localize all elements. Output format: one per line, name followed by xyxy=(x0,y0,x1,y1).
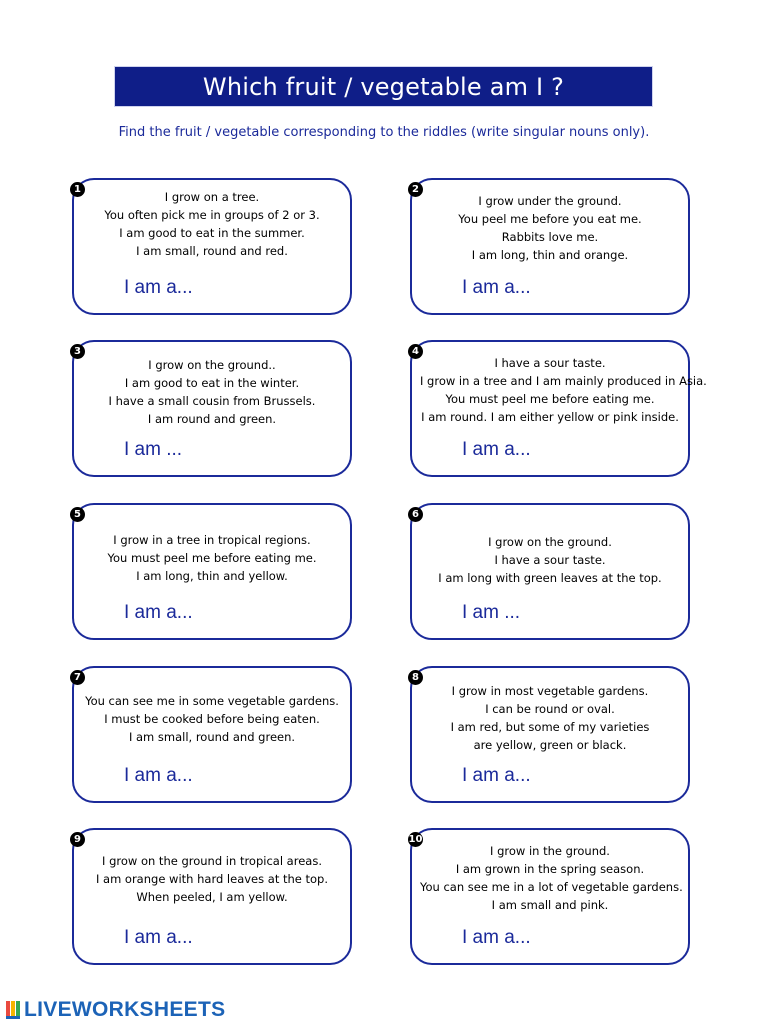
answer-field[interactable]: I am a... xyxy=(462,439,531,460)
riddle-line: I grow in the ground. xyxy=(490,844,610,858)
riddle-line: I grow under the ground. xyxy=(478,194,622,208)
riddle-line: I grow on the ground. xyxy=(488,535,612,549)
riddle-text xyxy=(420,682,680,754)
card-number-badge: 10 xyxy=(408,834,423,845)
card-number-badge: 5 xyxy=(70,507,85,522)
riddle-line: I am grown in the spring season. xyxy=(455,862,645,876)
riddle-line: I am small, round and red. xyxy=(136,244,288,258)
page-title: Which fruit / vegetable am I ? xyxy=(114,66,653,107)
riddle-line: Rabbits love me. xyxy=(501,230,599,244)
riddle-card-4 xyxy=(410,340,707,477)
riddle-card-10 xyxy=(410,828,690,965)
riddle-line: I grow on the ground in tropical areas. xyxy=(102,854,322,868)
riddle-card-8 xyxy=(410,666,690,803)
riddle-line: You can see me in a lot of vegetable gardens. xyxy=(420,880,683,894)
riddle-line: I am good to eat in the summer. xyxy=(119,226,305,240)
footer-brand xyxy=(6,998,225,1022)
riddle-card-6 xyxy=(410,503,690,640)
riddle-card-7 xyxy=(72,666,352,803)
card-number-badge: 7 xyxy=(70,670,85,685)
riddle-text xyxy=(82,188,342,260)
riddle-line: When peeled, I am yellow. xyxy=(136,890,288,904)
riddle-line: I have a sour taste. xyxy=(494,553,606,567)
answer-field[interactable]: I am a... xyxy=(462,277,531,298)
riddle-line: I am small, round and green. xyxy=(128,730,296,744)
card-number-badge: 2 xyxy=(408,182,423,197)
riddle-line: I must be cooked before being eaten. xyxy=(104,712,320,726)
riddle-card-3 xyxy=(72,340,352,477)
riddle-text xyxy=(420,533,680,587)
riddle-text xyxy=(82,356,342,428)
riddle-card-9 xyxy=(72,828,352,965)
riddle-line: I have a small cousin from Brussels. xyxy=(108,394,316,408)
card-number-badge: 3 xyxy=(70,344,85,359)
riddle-line: I am red, but some of my varieties xyxy=(450,720,650,734)
riddle-line: I am small and pink. xyxy=(491,898,609,912)
riddle-card-2 xyxy=(410,178,690,315)
answer-field[interactable]: I am a... xyxy=(124,277,193,298)
riddle-line: I grow on a tree. xyxy=(164,190,260,204)
riddle-text xyxy=(82,852,342,906)
riddle-line: I am long, thin and orange. xyxy=(471,248,629,262)
card-number-badge: 1 xyxy=(70,182,85,197)
riddle-line: I grow in most vegetable gardens. xyxy=(451,684,649,698)
answer-field[interactable]: I am a... xyxy=(124,602,193,623)
riddle-text xyxy=(82,692,342,746)
answer-field[interactable]: I am a... xyxy=(462,765,531,786)
card-number-badge: 9 xyxy=(70,832,85,847)
riddle-card-5 xyxy=(72,503,352,640)
riddle-line: You can see me in some vegetable gardens. xyxy=(85,694,339,708)
answer-field[interactable]: I am ... xyxy=(462,602,521,623)
liveworksheets-logo-icon xyxy=(6,999,22,1021)
riddle-line: You must peel me before eating me. xyxy=(445,392,655,406)
riddle-line: I am round and green. xyxy=(147,412,277,426)
riddle-text xyxy=(82,531,342,585)
riddle-text xyxy=(420,354,707,426)
riddle-line: I am long with green leaves at the top. xyxy=(438,571,662,585)
riddle-line: I have a sour taste. xyxy=(494,356,606,370)
riddle-line: I can be round or oval. xyxy=(485,702,615,716)
riddle-line: You must peel me before eating me. xyxy=(107,551,317,565)
answer-field[interactable]: I am a... xyxy=(124,765,193,786)
riddle-line: I grow in a tree in tropical regions. xyxy=(113,533,311,547)
riddle-line: I am good to eat in the winter. xyxy=(124,376,300,390)
card-number-badge: 6 xyxy=(408,507,423,522)
riddle-line: You often pick me in groups of 2 or 3. xyxy=(104,208,320,222)
riddle-line: are yellow, green or black. xyxy=(473,738,627,752)
riddle-card-1 xyxy=(72,178,352,315)
riddle-text xyxy=(420,192,680,264)
riddle-text xyxy=(420,842,683,914)
instructions: Find the fruit / vegetable corresponding to the riddles (write singular nouns only). xyxy=(118,125,650,140)
card-number-badge: 8 xyxy=(408,670,423,685)
card-number-badge: 4 xyxy=(408,344,423,359)
answer-field[interactable]: I am ... xyxy=(124,439,183,460)
riddle-line: I grow on the ground.. xyxy=(148,358,276,372)
answer-field[interactable]: I am a... xyxy=(124,927,193,948)
riddle-line: I grow in a tree and I am mainly produced in Asia. xyxy=(420,374,707,388)
riddle-line: You peel me before you eat me. xyxy=(458,212,642,226)
riddle-line: I am round. I am either yellow or pink inside. xyxy=(421,410,679,424)
brand-name: LIVEWORKSHEETS xyxy=(24,998,226,1021)
answer-field[interactable]: I am a... xyxy=(462,927,531,948)
riddle-line: I am orange with hard leaves at the top. xyxy=(95,872,329,886)
riddle-line: I am long, thin and yellow. xyxy=(136,569,288,583)
